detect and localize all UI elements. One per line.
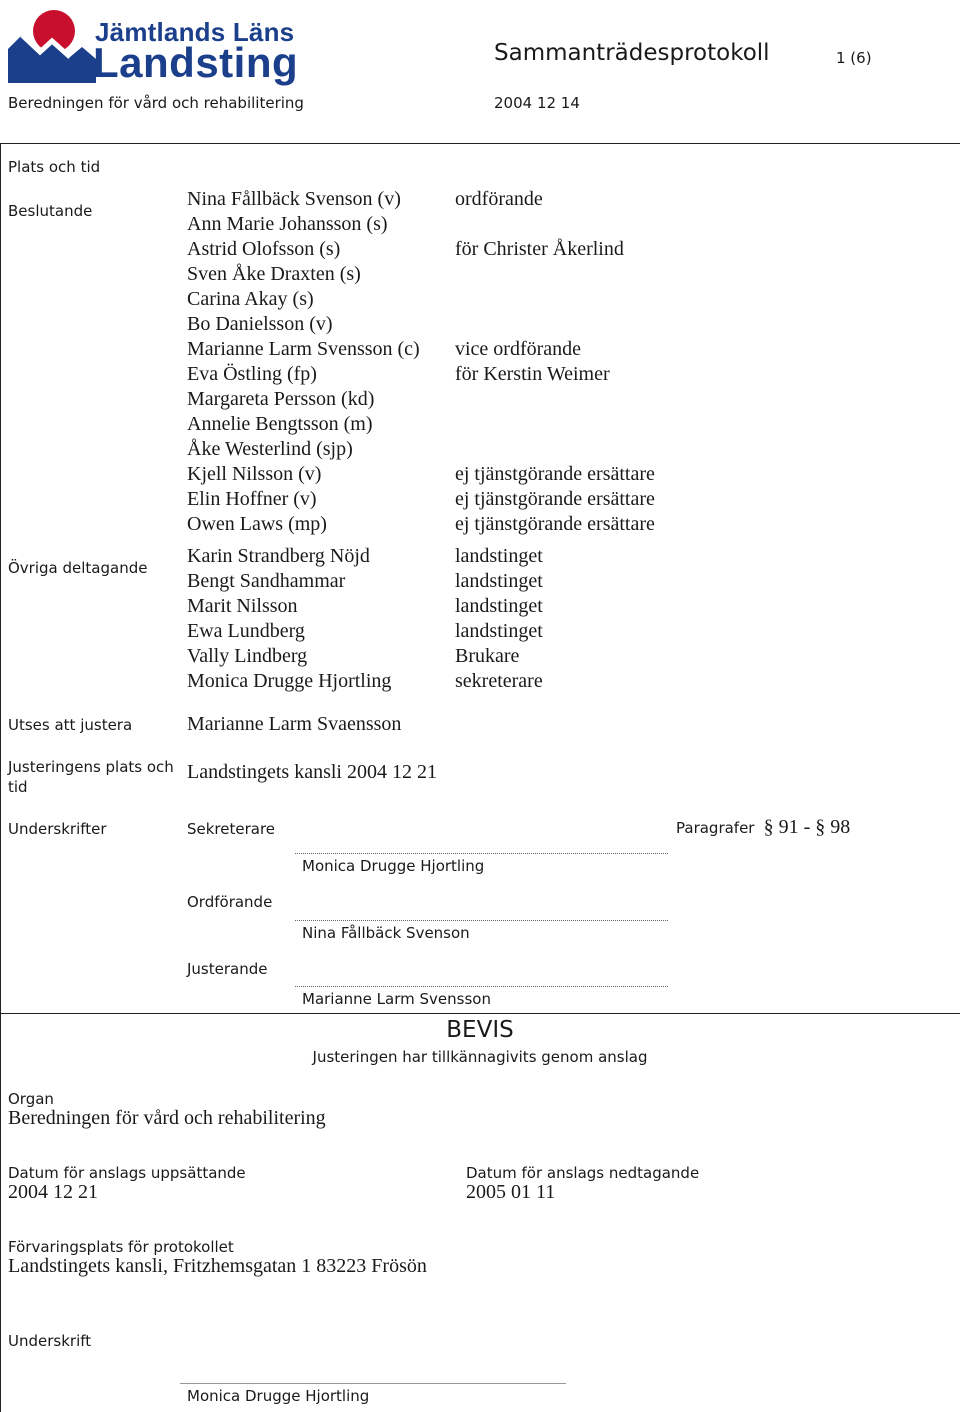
role-item: landstinget: [455, 620, 543, 642]
label-beslutande: Beslutande: [8, 202, 93, 220]
label-underskrift: Underskrift: [8, 1332, 92, 1350]
role-item: för Kerstin Weimer: [455, 363, 610, 385]
label-ovriga-deltagande: Övriga deltagande: [8, 559, 148, 577]
role-item: ordförande: [455, 188, 543, 210]
list-item: Annelie Bengtsson (m): [187, 413, 373, 435]
document-title: Sammanträdesprotokoll: [494, 40, 770, 66]
label-justerande: Justerande: [187, 960, 268, 978]
label-forvaringsplats: Förvaringsplats för protokollet: [8, 1238, 234, 1256]
signature-line-justerande: [295, 986, 668, 987]
list-item: Monica Drugge Hjortling: [187, 670, 392, 692]
paragrafer-value: § 91 - § 98: [763, 816, 851, 838]
list-item: Elin Hoffner (v): [187, 488, 317, 510]
list-item: Marianne Larm Svensson (c): [187, 338, 420, 360]
role-item: [455, 262, 655, 287]
role-item: landstinget: [455, 595, 543, 617]
meeting-date: 2004 12 14: [494, 94, 580, 112]
forvaringsplats-value: Landstingets kansli, Fritzhemsgatan 1 83223 Frösön: [8, 1255, 427, 1277]
ordforande-name: Nina Fållbäck Svenson: [302, 924, 470, 942]
label-justeringens-plats-line1: Justeringens plats och: [8, 758, 174, 776]
list-item: Åke Westerlind (sjp): [187, 438, 353, 460]
signature-line-underskrift: [180, 1383, 566, 1384]
beslutande-roles: [455, 187, 655, 537]
role-item: ej tjänstgörande ersättare: [455, 513, 655, 535]
role-item: ej tjänstgörande ersättare: [455, 488, 655, 510]
landsting-logo-icon: [8, 5, 96, 83]
list-item: Owen Laws (mp): [187, 513, 327, 535]
role-item: sekreterare: [455, 670, 543, 692]
role-item: [455, 412, 655, 437]
list-item: Bo Danielsson (v): [187, 313, 333, 335]
role-item: för Christer Åkerlind: [455, 238, 624, 260]
bevis-rule: [0, 1013, 960, 1014]
list-item: Karin Strandberg Nöjd: [187, 545, 370, 567]
justering-plats: Landstingets kansli 2004 12 21: [187, 761, 437, 783]
organ-value: Beredningen för vård och rehabilitering: [8, 1107, 326, 1129]
list-item: Margareta Persson (kd): [187, 388, 375, 410]
role-item: vice ordförande: [455, 338, 582, 360]
label-ordforande: Ordförande: [187, 893, 273, 911]
paragrafer: [676, 816, 850, 839]
list-item: Bengt Sandhammar: [187, 570, 346, 592]
list-item: Kjell Nilsson (v): [187, 463, 322, 485]
label-organ: Organ: [8, 1090, 54, 1108]
signature-line-ordforande: [295, 920, 668, 921]
uppsattande-value: 2004 12 21: [8, 1181, 98, 1203]
logo: [8, 5, 299, 87]
list-item: Nina Fållbäck Svenson (v): [187, 188, 401, 210]
list-item: Astrid Olofsson (s): [187, 238, 341, 260]
bevis-subtitle: Justeringen har tillkännagivits genom anslag: [312, 1048, 648, 1066]
sekreterare-name: Monica Drugge Hjortling: [302, 857, 485, 875]
list-item: Carina Akay (s): [187, 288, 314, 310]
label-plats-och-tid: Plats och tid: [8, 158, 101, 176]
list-item: Ann Marie Johansson (s): [187, 213, 388, 235]
role-item: [455, 212, 655, 237]
role-item: [455, 437, 655, 462]
label-uppsattande: Datum för anslags uppsättande: [8, 1164, 246, 1182]
label-underskrifter: Underskrifter: [8, 820, 107, 838]
role-item: [455, 287, 655, 312]
justerare-name: Marianne Larm Svaensson: [187, 713, 402, 735]
role-item: ej tjänstgörande ersättare: [455, 463, 655, 485]
list-item: Sven Åke Draxten (s): [187, 263, 361, 285]
label-justeringens-plats: [8, 757, 174, 797]
role-item: [455, 387, 655, 412]
label-utses-att-justera: Utses att justera: [8, 716, 133, 734]
top-rule: [0, 143, 960, 144]
role-item: landstinget: [455, 545, 543, 567]
label-nedtagande: Datum för anslags nedtagande: [466, 1164, 700, 1182]
bevis-title: BEVIS: [446, 1017, 514, 1043]
signature-line-sekreterare: [295, 853, 668, 854]
justerande-name: Marianne Larm Svensson: [302, 990, 491, 1008]
nedtagande-value: 2005 01 11: [466, 1181, 556, 1203]
list-item: Vally Lindberg: [187, 645, 308, 667]
role-item: Brukare: [455, 645, 520, 667]
list-item: Marit Nilsson: [187, 595, 298, 617]
label-sekreterare: Sekreterare: [187, 820, 276, 838]
label-paragrafer: Paragrafer: [676, 819, 755, 837]
list-item: Eva Östling (fp): [187, 363, 317, 385]
ovriga-roles: [455, 544, 543, 694]
list-item: Ewa Lundberg: [187, 620, 305, 642]
label-justeringens-plats-line2: tid: [8, 778, 28, 796]
role-item: landstinget: [455, 570, 543, 592]
left-border: [0, 143, 1, 1412]
logo-text-line1: Jämtlands Läns: [95, 17, 295, 47]
committee-name: Beredningen för vård och rehabilitering: [8, 94, 304, 112]
beslutande-names: [187, 187, 420, 537]
logo-text-line2: Landsting: [93, 39, 299, 86]
underskrift-name: Monica Drugge Hjortling: [187, 1387, 370, 1405]
ovriga-names: [187, 544, 391, 694]
role-item: [455, 312, 655, 337]
page-number: 1 (6): [836, 49, 872, 67]
